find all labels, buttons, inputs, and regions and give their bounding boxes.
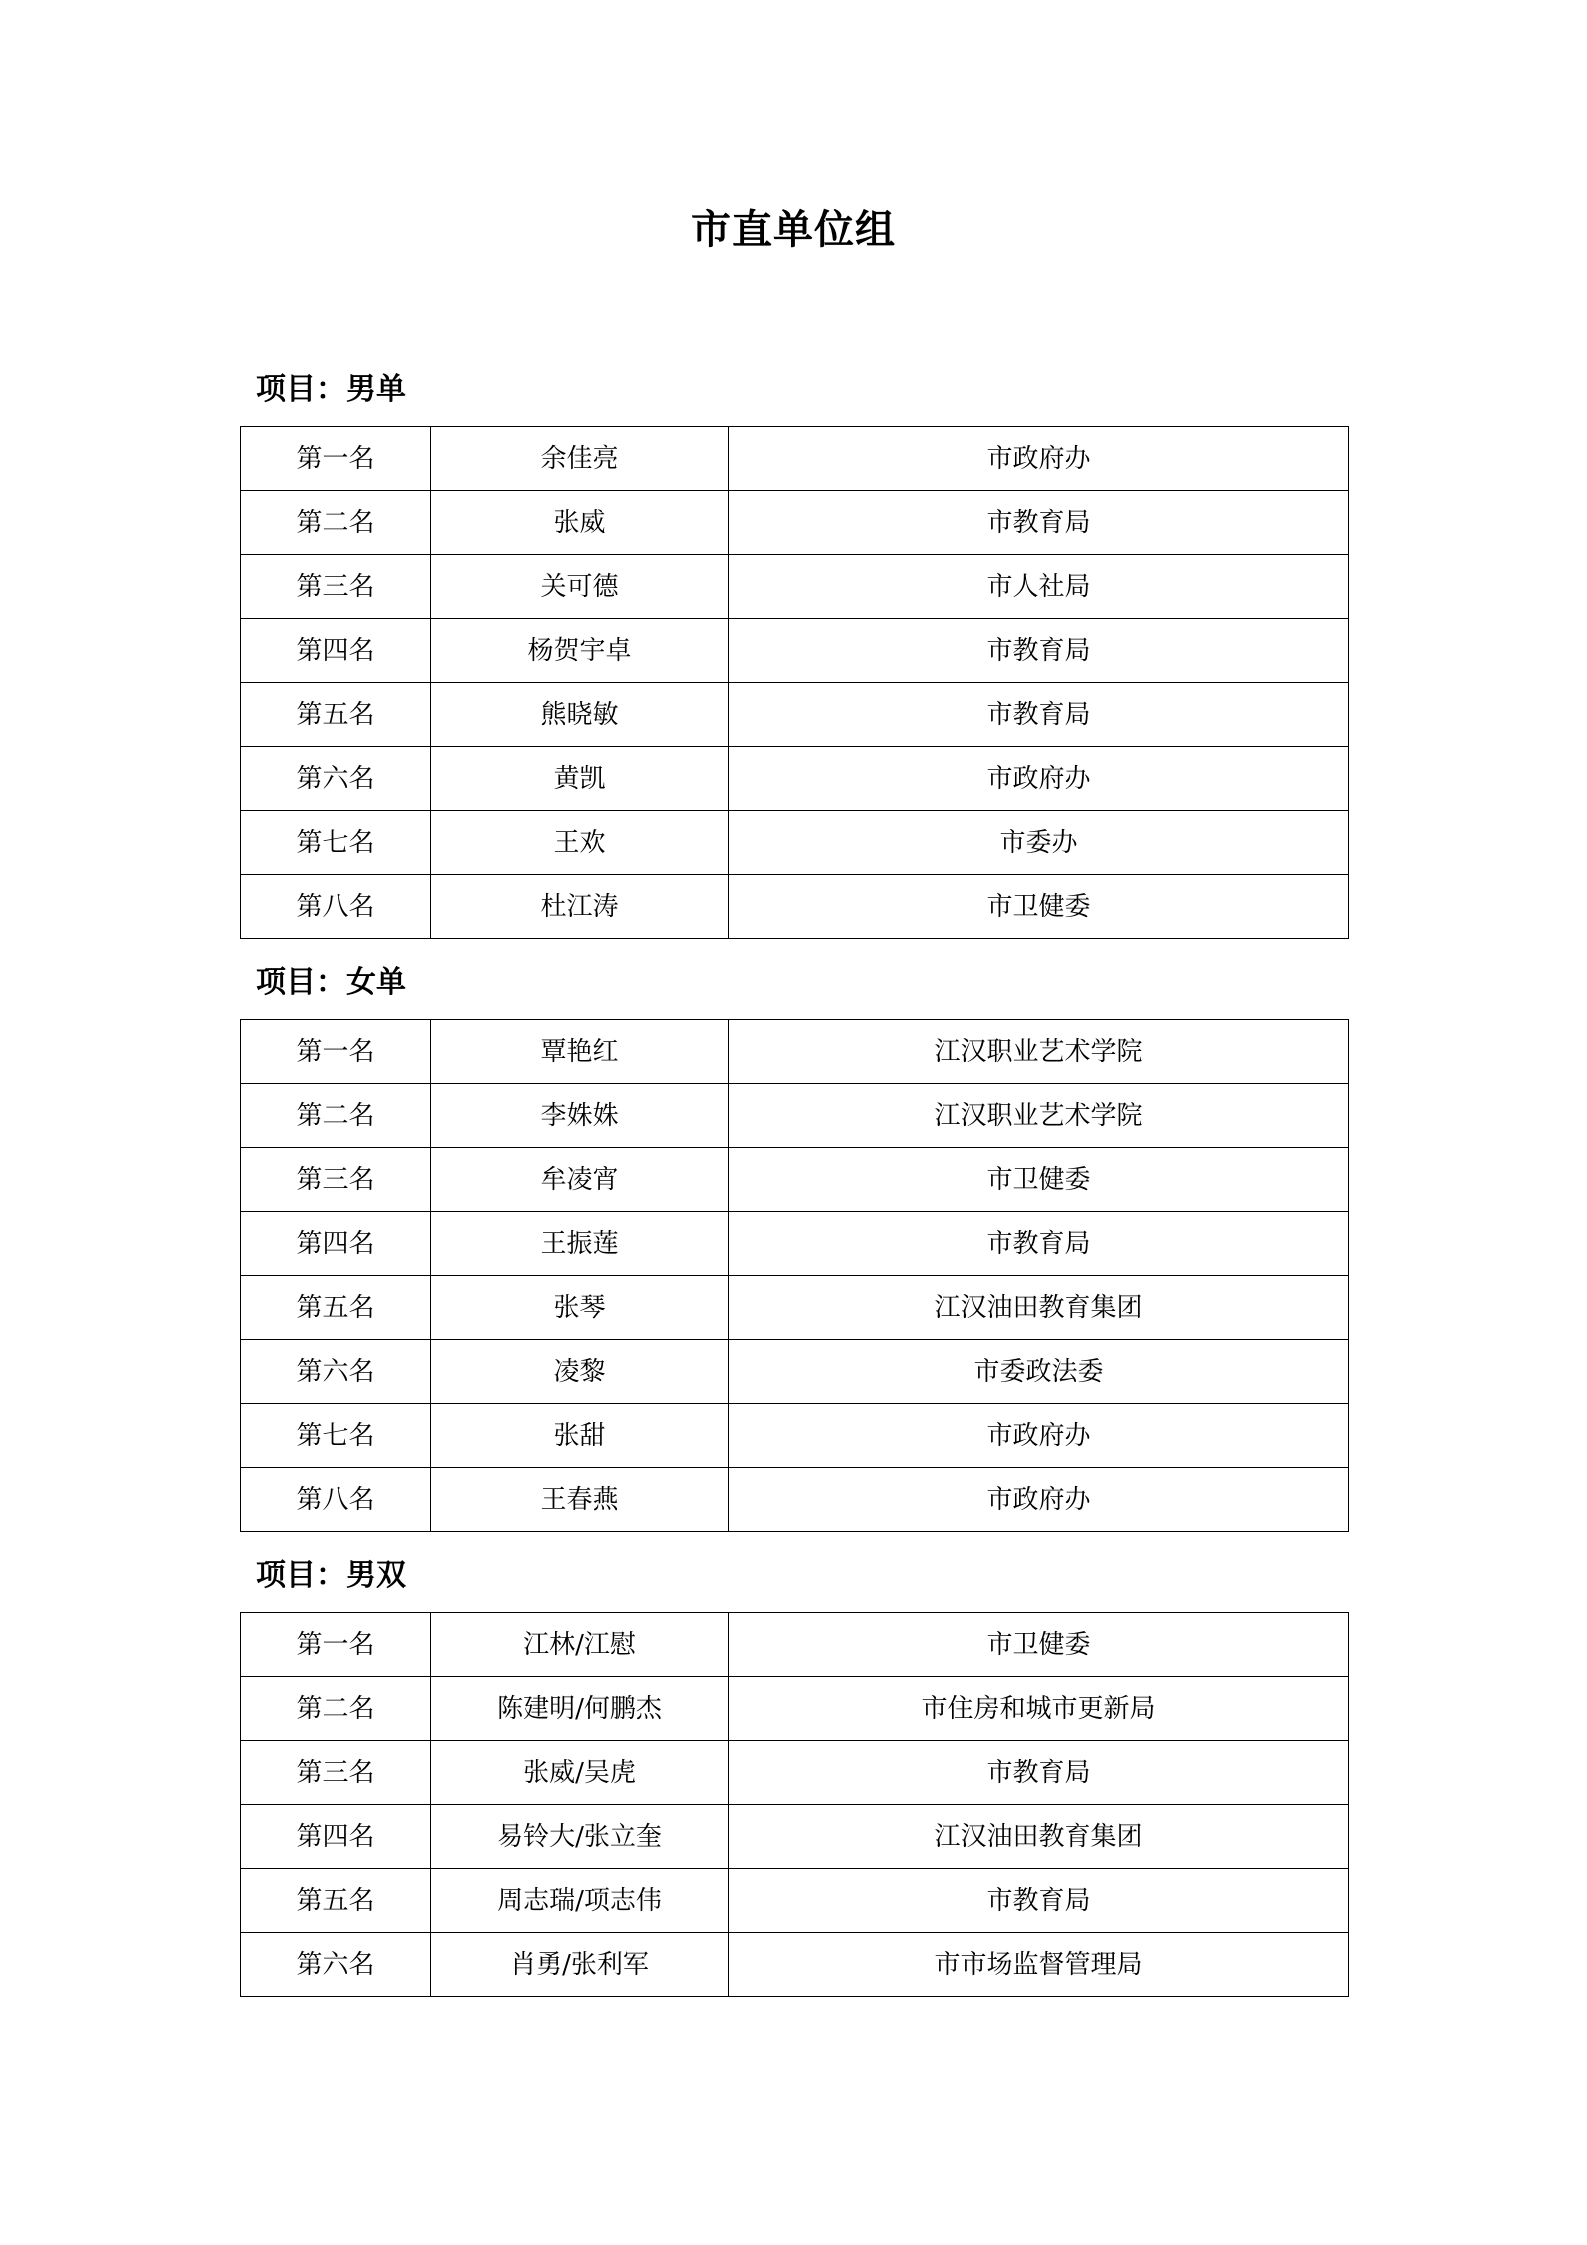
table-row — [241, 427, 1349, 491]
results-table — [240, 1019, 1349, 1532]
player-cell: 周志瑞/项志伟 — [431, 1869, 729, 1933]
rank-cell: 第二名 — [241, 1677, 431, 1741]
player-cell: 熊晓敏 — [431, 683, 729, 747]
player-cell: 李姝姝 — [431, 1084, 729, 1148]
unit-cell: 市市场监督管理局 — [729, 1933, 1349, 1997]
rank-cell: 第二名 — [241, 1084, 431, 1148]
rank-cell: 第一名 — [241, 427, 431, 491]
rank-cell: 第四名 — [241, 619, 431, 683]
unit-cell: 江汉油田教育集团 — [729, 1805, 1349, 1869]
unit-cell: 江汉职业艺术学院 — [729, 1084, 1349, 1148]
section-heading: 项目：男双 — [256, 1558, 406, 1593]
rank-cell: 第一名 — [241, 1020, 431, 1084]
table-row — [241, 1933, 1349, 1997]
section-heading: 项目：女单 — [256, 965, 406, 1000]
table-row — [241, 811, 1349, 875]
table-row — [241, 491, 1349, 555]
unit-cell: 市委办 — [729, 811, 1349, 875]
unit-cell: 市政府办 — [729, 747, 1349, 811]
page-title: 市直单位组 — [691, 207, 896, 253]
player-cell: 王振莲 — [431, 1212, 729, 1276]
player-cell: 张威/吴虎 — [431, 1741, 729, 1805]
player-cell: 江林/江慰 — [431, 1613, 729, 1677]
table-row — [241, 1613, 1349, 1677]
rank-cell: 第五名 — [241, 1276, 431, 1340]
unit-cell: 市住房和城市更新局 — [729, 1677, 1349, 1741]
player-cell: 王春燕 — [431, 1468, 729, 1532]
player-cell: 王欢 — [431, 811, 729, 875]
player-cell: 凌黎 — [431, 1340, 729, 1404]
rank-cell: 第三名 — [241, 555, 431, 619]
player-cell: 肖勇/张利军 — [431, 1933, 729, 1997]
rank-cell: 第三名 — [241, 1148, 431, 1212]
rank-cell: 第七名 — [241, 1404, 431, 1468]
table-row — [241, 1276, 1349, 1340]
table-row — [241, 1148, 1349, 1212]
table-row — [241, 555, 1349, 619]
table-row — [241, 1805, 1349, 1869]
table-row — [241, 747, 1349, 811]
player-cell: 关可德 — [431, 555, 729, 619]
unit-cell: 市教育局 — [729, 619, 1349, 683]
rank-cell: 第五名 — [241, 683, 431, 747]
rank-cell: 第一名 — [241, 1613, 431, 1677]
unit-cell: 江汉油田教育集团 — [729, 1276, 1349, 1340]
unit-cell: 市教育局 — [729, 683, 1349, 747]
player-cell: 覃艳红 — [431, 1020, 729, 1084]
rank-cell: 第六名 — [241, 747, 431, 811]
unit-cell: 市卫健委 — [729, 1148, 1349, 1212]
player-cell: 陈建明/何鹏杰 — [431, 1677, 729, 1741]
unit-cell: 市政府办 — [729, 1404, 1349, 1468]
table-row — [241, 1468, 1349, 1532]
rank-cell: 第二名 — [241, 491, 431, 555]
player-cell: 易铃大/张立奎 — [431, 1805, 729, 1869]
rank-cell: 第四名 — [241, 1805, 431, 1869]
results-table — [240, 426, 1349, 939]
table-row — [241, 1212, 1349, 1276]
rank-cell: 第六名 — [241, 1340, 431, 1404]
unit-cell: 市人社局 — [729, 555, 1349, 619]
player-cell: 杨贺宇卓 — [431, 619, 729, 683]
unit-cell: 市教育局 — [729, 1212, 1349, 1276]
unit-cell: 市政府办 — [729, 427, 1349, 491]
rank-cell: 第八名 — [241, 1468, 431, 1532]
table-row — [241, 1741, 1349, 1805]
unit-cell: 江汉职业艺术学院 — [729, 1020, 1349, 1084]
table-row — [241, 1020, 1349, 1084]
rank-cell: 第四名 — [241, 1212, 431, 1276]
table-row — [241, 1340, 1349, 1404]
results-table — [240, 1612, 1349, 1997]
unit-cell: 市卫健委 — [729, 1613, 1349, 1677]
unit-cell: 市卫健委 — [729, 875, 1349, 939]
table-row — [241, 683, 1349, 747]
player-cell: 牟凌宵 — [431, 1148, 729, 1212]
player-cell: 杜江涛 — [431, 875, 729, 939]
table-row — [241, 1869, 1349, 1933]
table-row — [241, 875, 1349, 939]
player-cell: 张甜 — [431, 1404, 729, 1468]
unit-cell: 市委政法委 — [729, 1340, 1349, 1404]
unit-cell: 市教育局 — [729, 1741, 1349, 1805]
unit-cell: 市教育局 — [729, 1869, 1349, 1933]
table-row — [241, 1677, 1349, 1741]
rank-cell: 第八名 — [241, 875, 431, 939]
unit-cell: 市政府办 — [729, 1468, 1349, 1532]
player-cell: 张威 — [431, 491, 729, 555]
section-heading: 项目：男单 — [256, 372, 406, 407]
rank-cell: 第三名 — [241, 1741, 431, 1805]
player-cell: 余佳亮 — [431, 427, 729, 491]
rank-cell: 第七名 — [241, 811, 431, 875]
player-cell: 张琴 — [431, 1276, 729, 1340]
rank-cell: 第六名 — [241, 1933, 431, 1997]
player-cell: 黄凯 — [431, 747, 729, 811]
unit-cell: 市教育局 — [729, 491, 1349, 555]
rank-cell: 第五名 — [241, 1869, 431, 1933]
table-row — [241, 1084, 1349, 1148]
table-row — [241, 619, 1349, 683]
table-row — [241, 1404, 1349, 1468]
